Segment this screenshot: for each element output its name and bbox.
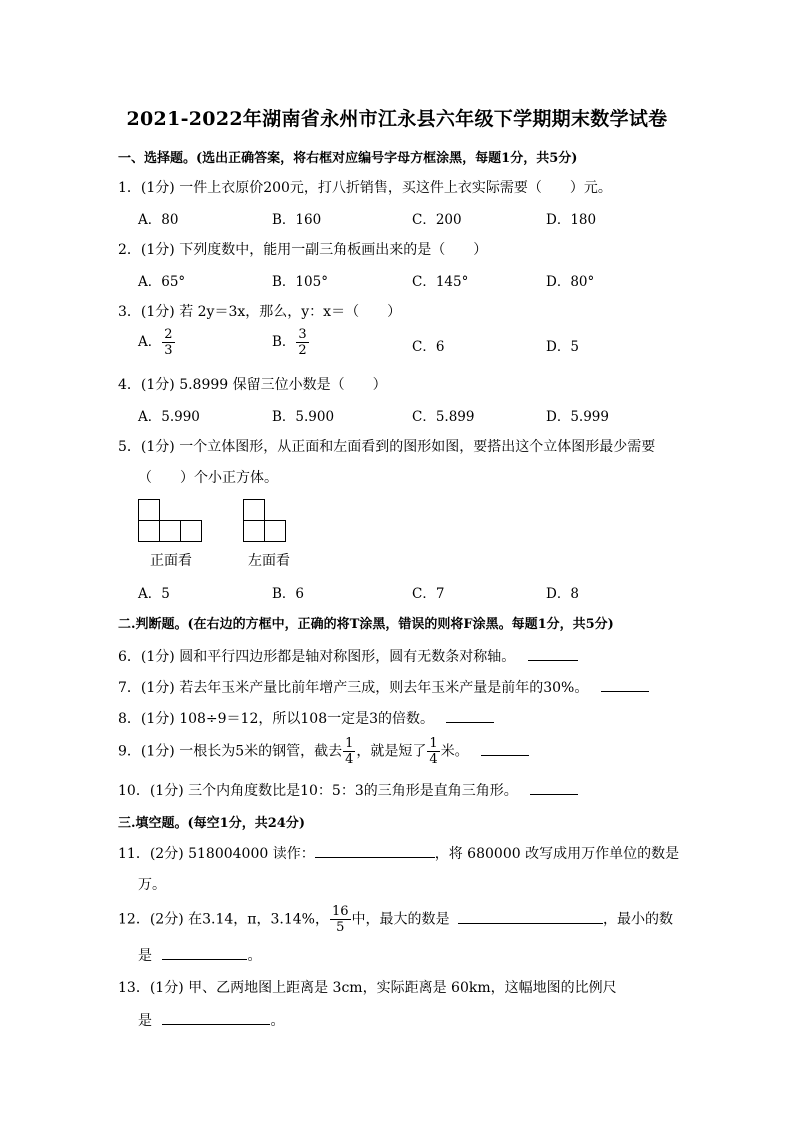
q2-option-d: D．80° [546, 274, 595, 290]
question-8 [118, 708, 494, 728]
question-text: (2分) 518004000 读作： [149, 846, 315, 862]
punctuation: 。 [247, 948, 262, 964]
question-text: (1分) 108÷9＝12，所以108一定是3的倍数。 [140, 711, 435, 727]
question-text: (1分) 圆和平行四边形都是轴对称图形，圆有无数条对称轴。 [140, 649, 516, 665]
question-text: (1分) 一根长为5米的钢管，截去 [140, 743, 343, 760]
page-title: 2021-2022年湖南省永州市江永县六年级下学期期末数学试卷 [126, 108, 668, 130]
cube-cell [243, 520, 265, 542]
question-text: ，就是短了 [356, 743, 427, 760]
q5-option-c: C．7 [412, 586, 445, 602]
answer-blank[interactable] [481, 741, 529, 756]
question-number: 7． [118, 680, 141, 696]
question-number: 6． [118, 649, 141, 665]
section-choice-heading: 一、选择题。(选出正确答案，将右框对应编号字母方框涂黑，每题1分，共5分) [118, 151, 578, 166]
question-number: 8． [118, 711, 141, 727]
question-number: 1． [118, 180, 141, 196]
question-text: (1分) 下列度数中，能用一副三角板画出来的是（ ） [140, 242, 488, 258]
section-judge-heading: 二.判断题。(在右边的方框中，正确的将T涂黑，错误的则将F涂黑。每题1分，共5分) [118, 617, 614, 632]
question-number: 2． [118, 242, 141, 258]
q2-option-c: C．145° [412, 274, 469, 290]
q4-option-a: A．5.990 [138, 409, 200, 425]
question-text: 是 [138, 1013, 152, 1029]
left-view-label: 左面看 [248, 553, 290, 569]
numerator: 1 [429, 736, 438, 751]
question-11-continued: 万。 [138, 877, 166, 893]
question-2 [118, 239, 487, 259]
answer-blank[interactable] [601, 677, 649, 692]
question-text: (1分) 一件上衣原价200元，打八折销售，买这件上衣实际需要（ ）元。 [140, 180, 612, 196]
question-12-continued [138, 945, 261, 965]
fraction [162, 327, 174, 358]
question-3 [118, 301, 401, 321]
denominator: 4 [429, 752, 438, 767]
question-text: (1分) 若去年玉米产量比前年增产三成，则去年玉米产量是前年的30%。 [140, 680, 589, 696]
q1-option-c: C．200 [412, 212, 462, 228]
q5-option-d: D．8 [546, 586, 579, 602]
question-11 [118, 843, 679, 863]
question-text: (1分) 一个立体图形，从正面和左面看到的图形如图，要搭出这个立体图形最少需要 [140, 439, 656, 455]
question-4 [118, 374, 387, 394]
q1-option-b: B．160 [272, 212, 322, 228]
question-text: (1分) 5.8999 保留三位小数是（ ） [140, 377, 387, 393]
question-text: ，将 680000 改写成用万作单位的数是 [434, 846, 680, 862]
denominator: 2 [298, 343, 307, 358]
question-number: 3． [118, 304, 141, 320]
question-text: (1分) 甲、乙两地图上距离是 3cm，实际距离是 60km，这幅地图的比例尺 [149, 980, 617, 996]
question-text: 中，最大的数是 [351, 911, 450, 928]
q3-option-d: D．5 [546, 339, 579, 355]
cube-cell [264, 520, 286, 542]
question-text: 是 [138, 948, 152, 964]
question-10 [118, 780, 578, 800]
question-number: 5． [118, 439, 141, 455]
question-text: (1分) 三个内角度数比是10：5：3的三角形是直角三角形。 [149, 783, 518, 799]
fraction [427, 736, 439, 767]
question-text: (1分) 若 2y＝3x，那么，y：x＝（ ） [140, 304, 402, 320]
question-13-continued [138, 1010, 284, 1030]
q1-option-a: A．80 [138, 212, 179, 228]
question-number: 12． [118, 911, 150, 928]
question-7 [118, 677, 649, 697]
q1-option-d: D．180 [546, 212, 597, 228]
q4-option-c: C．5.899 [412, 409, 475, 425]
answer-blank[interactable] [530, 780, 578, 795]
answer-blank[interactable] [315, 843, 435, 858]
question-text: ，最小的数 [602, 911, 673, 928]
q2-option-a: A．65° [138, 274, 186, 290]
fraction [296, 327, 308, 358]
numerator: 2 [164, 327, 173, 342]
q3-option-a [138, 327, 176, 358]
q3-option-c: C．6 [412, 339, 445, 355]
numerator: 1 [345, 736, 354, 751]
option-letter: A． [138, 334, 162, 350]
question-12 [118, 904, 673, 935]
q3-option-b [272, 327, 310, 358]
q4-option-b: B．5.900 [272, 409, 335, 425]
front-view-label: 正面看 [150, 553, 192, 569]
question-number: 13． [118, 980, 150, 996]
question-1 [118, 177, 612, 197]
answer-blank[interactable] [458, 909, 603, 924]
punctuation: 。 [270, 1013, 285, 1029]
fraction [343, 736, 355, 767]
question-9 [118, 736, 529, 767]
denominator: 3 [164, 343, 173, 358]
question-number: 11． [118, 846, 150, 862]
denominator: 5 [336, 920, 345, 935]
answer-blank[interactable] [446, 708, 494, 723]
fraction [330, 904, 351, 935]
option-letter: B． [272, 334, 296, 350]
question-6 [118, 646, 578, 666]
section-fill-heading: 三.填空题。(每空1分，共24分) [118, 816, 305, 831]
answer-blank[interactable] [162, 1010, 270, 1025]
question-number: 4． [118, 377, 141, 393]
cube-cell [243, 499, 265, 521]
q4-option-d: D．5.999 [546, 409, 609, 425]
question-number: 10． [118, 783, 150, 799]
answer-blank[interactable] [528, 646, 578, 661]
question-text: (2分) 在3.14，π，3.14%， [149, 911, 329, 928]
q5-option-b: B．6 [272, 586, 305, 602]
question-text: 米。 [440, 743, 469, 760]
denominator: 4 [345, 752, 354, 767]
q5-option-a: A．5 [138, 586, 170, 602]
question-5 [118, 436, 655, 456]
question-13 [118, 977, 617, 997]
q2-option-b: B．105° [272, 274, 328, 290]
numerator: 16 [331, 904, 349, 919]
cube-cell [180, 520, 202, 542]
question-number: 9． [118, 743, 141, 760]
numerator: 3 [298, 327, 307, 342]
cube-cell [159, 520, 181, 542]
cube-cell [138, 520, 160, 542]
cube-cell [138, 499, 160, 521]
answer-blank[interactable] [162, 945, 247, 960]
question-5-continued: （ ）个小正方体。 [138, 470, 278, 486]
